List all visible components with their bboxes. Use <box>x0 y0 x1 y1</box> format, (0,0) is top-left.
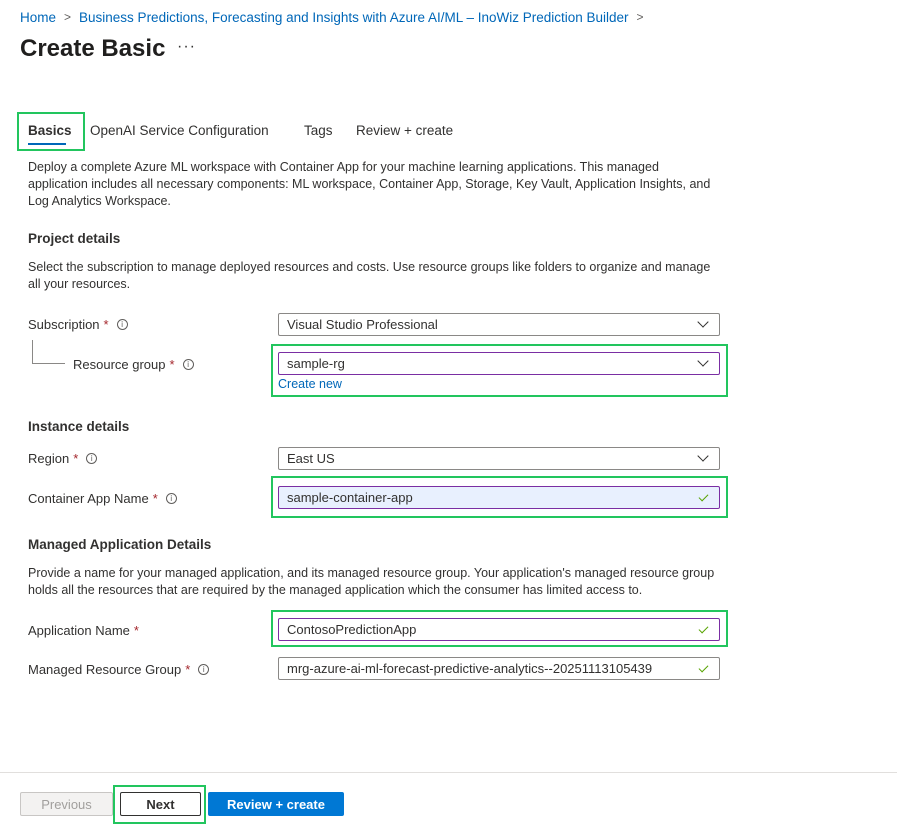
page-title: Create Basic <box>20 35 166 62</box>
tab-openai-service-configuration[interactable]: OpenAI Service Configuration <box>90 123 269 138</box>
subscription-label <box>28 315 128 333</box>
application-name-value: ContosoPredictionApp <box>287 622 417 637</box>
tree-connector <box>32 340 33 364</box>
chevron-down-icon <box>697 316 708 327</box>
more-options-icon[interactable]: ··· <box>177 38 196 55</box>
application-name-input[interactable] <box>278 618 720 641</box>
container-app-name-label <box>28 489 177 507</box>
managed-resource-group-input[interactable] <box>278 657 720 680</box>
tab-review-create[interactable]: Review + create <box>356 123 454 138</box>
managed-app-details-description: Provide a name for your managed application, and its managed resource group. Your application's managed resource group holds all the resources that are required by the managed application which the consumer has limited access to. <box>28 566 715 597</box>
required-mark: * <box>103 316 109 332</box>
create-new-resource-group-link[interactable]: Create new <box>278 377 342 391</box>
active-tab-indicator <box>28 143 66 145</box>
project-details-description: Select the subscription to manage deployed resources and costs. Use resource groups like folders to organize and manage all your resources. <box>28 260 711 291</box>
tab-basics[interactable]: Basics <box>28 123 72 138</box>
breadcrumb-home-link[interactable]: Home <box>20 9 57 25</box>
subscription-dropdown[interactable] <box>278 313 720 336</box>
chevron-down-icon <box>697 450 708 461</box>
region-label-text: Region <box>28 450 70 466</box>
checkmark-icon <box>699 662 709 672</box>
breadcrumb-offer-link[interactable]: Business Predictions, Forecasting and Insights with Azure AI/ML – InoWiz Prediction Builder <box>79 9 629 25</box>
application-name-label <box>28 621 139 639</box>
resource-group-dropdown[interactable] <box>278 352 720 375</box>
application-name-label-text: Application Name <box>28 622 130 638</box>
info-icon[interactable]: i <box>166 493 177 504</box>
instance-details-heading: Instance details <box>28 419 130 434</box>
chevron-right-icon: > <box>636 10 644 24</box>
chevron-right-icon: > <box>64 10 72 24</box>
region-label <box>28 449 97 467</box>
region-dropdown[interactable] <box>278 447 720 470</box>
region-value: East US <box>287 451 335 466</box>
resource-group-value: sample-rg <box>287 356 345 371</box>
checkmark-icon <box>699 491 709 501</box>
project-details-heading: Project details <box>28 231 121 246</box>
required-mark: * <box>152 490 158 506</box>
container-app-name-input[interactable] <box>278 486 720 509</box>
resource-group-label-text: Resource group <box>73 356 166 372</box>
tree-connector <box>32 363 65 364</box>
managed-resource-group-value: mrg-azure-ai-ml-forecast-predictive-analytics--20251113105439 <box>287 661 653 676</box>
managed-resource-group-label <box>28 660 209 678</box>
breadcrumb <box>20 8 652 26</box>
required-mark: * <box>73 450 79 466</box>
container-app-name-value: sample-container-app <box>287 490 413 505</box>
required-mark: * <box>185 661 191 677</box>
required-mark: * <box>133 622 139 638</box>
next-button[interactable]: Next <box>120 792 201 816</box>
info-icon[interactable]: i <box>86 453 97 464</box>
subscription-value: Visual Studio Professional <box>287 317 438 332</box>
managed-app-details-heading: Managed Application Details <box>28 537 212 552</box>
tab-tags[interactable]: Tags <box>304 123 333 138</box>
footer-divider <box>0 772 897 773</box>
info-icon[interactable]: i <box>198 664 209 675</box>
container-app-name-label-text: Container App Name <box>28 490 149 506</box>
intro-description: Deploy a complete Azure ML workspace with Container App for your machine learning applications. This managed application includes all necessary components: ML workspace, Container App, Storage, Key Vault, Application Insights, and Log Analytics Workspace. <box>28 160 711 208</box>
required-mark: * <box>169 356 175 372</box>
review-create-button[interactable]: Review + create <box>208 792 344 816</box>
subscription-label-text: Subscription <box>28 316 100 332</box>
info-icon[interactable]: i <box>183 359 194 370</box>
chevron-down-icon <box>697 355 708 366</box>
previous-button[interactable]: Previous <box>20 792 113 816</box>
managed-resource-group-label-text: Managed Resource Group <box>28 661 182 677</box>
resource-group-label <box>73 355 194 373</box>
checkmark-icon <box>699 623 709 633</box>
info-icon[interactable]: i <box>117 319 128 330</box>
